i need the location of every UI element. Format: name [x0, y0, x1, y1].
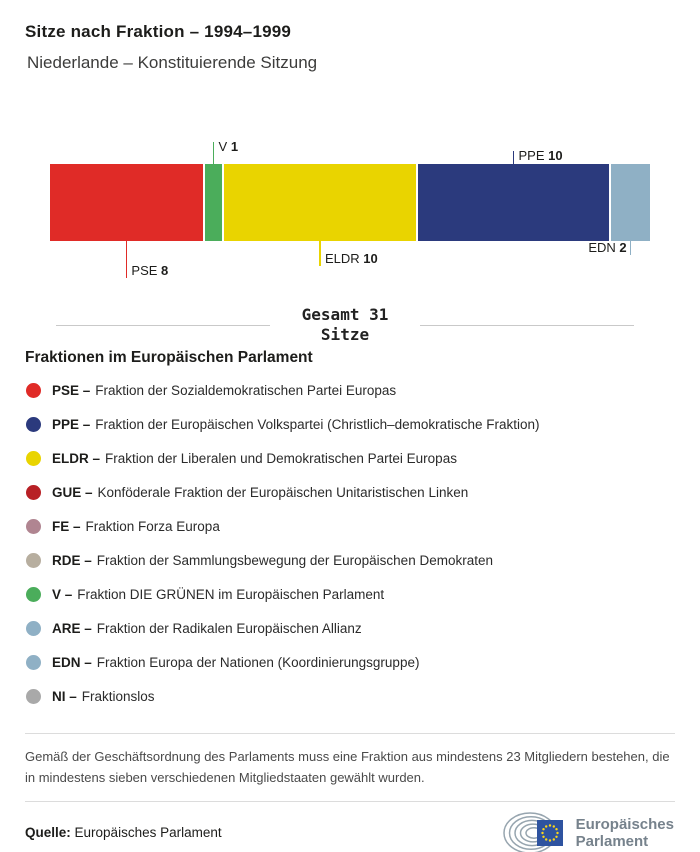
legend-code: RDE – [52, 552, 92, 568]
callout-line-edn [630, 241, 632, 255]
bar-label-seats: 10 [363, 251, 378, 266]
legend-item-fe [0, 509, 700, 543]
page-subtitle: Niederlande – Konstituierende Sitzung [27, 53, 318, 72]
legend-desc: Fraktion Forza Europa [85, 518, 220, 534]
bar-label-code: PSE [131, 263, 158, 278]
legend-code: PSE – [52, 382, 91, 398]
bar-label-seats: 1 [230, 139, 239, 154]
legend-item-eldr [0, 441, 700, 475]
bar-label-seats: 10 [548, 148, 563, 163]
legend-color-dot [26, 655, 41, 670]
bar-label-code: EDN [588, 240, 616, 255]
legend-desc: Fraktion der Sozialdemokratischen Partei Europas [95, 382, 397, 398]
legend-code: V – [52, 586, 73, 602]
legend-code: EDN – [52, 654, 92, 670]
legend-color-dot [26, 485, 41, 500]
footnote-text: Gemäß der Geschäftsordnung des Parlaments muss eine Fraktion aus mindestens 23 Mitgliedern bestehen, die in mindestens sieben verschiedenen Mitgliedstaaten gewählt wurden. [25, 749, 670, 786]
bar-label-ppe [519, 148, 563, 163]
total-seats-line1: Gesamt 31 [301, 305, 389, 324]
legend-color-dot [26, 587, 41, 602]
stacked-bar [50, 136, 650, 291]
bar-label-code: V [218, 139, 228, 154]
bar-segment-edn [611, 164, 650, 241]
legend-item-v [0, 577, 700, 611]
legend-item-ppe [0, 407, 700, 441]
legend-desc: Fraktion der Radikalen Europäischen Allianz [96, 620, 362, 636]
right-divider-line [420, 325, 634, 326]
bar-label-seats: 2 [619, 240, 627, 255]
legend-list [0, 373, 700, 713]
bar-label-edn [588, 240, 626, 255]
parliament-hemicycle-icon [500, 810, 568, 852]
bar-label-eldr [325, 251, 378, 266]
legend-item-edn [0, 645, 700, 679]
logo-line1: Europäisches [575, 815, 674, 833]
bottom-footnote-divider [25, 801, 675, 802]
bar-segment-ppe [418, 164, 610, 241]
bar-label-pse [131, 263, 168, 278]
total-seats-text [302, 305, 389, 345]
top-footnote-divider [25, 733, 675, 734]
bar-label-code: ELDR [324, 251, 360, 266]
legend-desc: Fraktion der Europäischen Volkspartei (Christlich–demokratische Fraktion) [95, 416, 540, 432]
bar-segment-v [205, 164, 222, 241]
total-seats-summary [56, 305, 634, 345]
legend-code: NI – [52, 688, 77, 704]
legend-code: PPE – [52, 416, 91, 432]
legend-desc: Fraktionslos [81, 688, 155, 704]
legend-code: GUE – [52, 484, 93, 500]
page-title: Sitze nach Fraktion – 1994–1999 [25, 22, 292, 41]
legend-color-dot [26, 451, 41, 466]
source-label: Quelle: [25, 825, 71, 841]
legend-item-gue [0, 475, 700, 509]
legend-color-dot [26, 519, 41, 534]
left-divider-line [56, 325, 270, 326]
legend-color-dot [26, 417, 41, 432]
legend-code: FE – [52, 518, 81, 534]
bar-label-seats: 8 [161, 263, 169, 278]
bar-label-v [219, 139, 239, 154]
legend-desc: Fraktion der Liberalen und Demokratischen Partei Europas [105, 450, 457, 466]
legend-item-are [0, 611, 700, 645]
logo-wordmark [576, 816, 674, 851]
source-value: Europäisches Parlament [74, 825, 222, 841]
seat-bar-chart [0, 136, 700, 291]
legend-item-rde [0, 543, 700, 577]
footer [25, 810, 674, 852]
european-parliament-logo [500, 810, 674, 852]
legend-color-dot [26, 383, 41, 398]
eu-flag [537, 820, 563, 846]
legend-heading: Fraktionen im Europäischen Parlament [25, 349, 313, 366]
callout-line-ppe [513, 151, 515, 164]
source-line [25, 825, 222, 840]
bar-label-code: PPE [518, 148, 545, 163]
legend-desc: Fraktion Europa der Nationen (Koordinierungsgruppe) [96, 654, 420, 670]
legend-desc: Konföderale Fraktion der Europäischen Unitaristischen Linken [97, 484, 469, 500]
bar-segment-eldr [224, 164, 416, 241]
legend-color-dot [26, 553, 41, 568]
legend-code: ELDR – [52, 450, 101, 466]
legend-desc: Fraktion DIE GRÜNEN im Europäischen Parlament [77, 586, 385, 602]
total-seats-line2: Sitze [320, 325, 370, 344]
legend-color-dot [26, 621, 41, 636]
callout-line-eldr [319, 241, 321, 266]
legend-item-pse [0, 373, 700, 407]
callout-line-v [213, 142, 215, 164]
legend-item-ni [0, 679, 700, 713]
bar-segment-pse [50, 164, 203, 241]
legend-code: ARE – [52, 620, 92, 636]
callout-line-pse [126, 241, 128, 278]
legend-color-dot [26, 689, 41, 704]
logo-line2: Parlament [575, 832, 649, 850]
legend-desc: Fraktion der Sammlungsbewegung der Europäischen Demokraten [96, 552, 493, 568]
